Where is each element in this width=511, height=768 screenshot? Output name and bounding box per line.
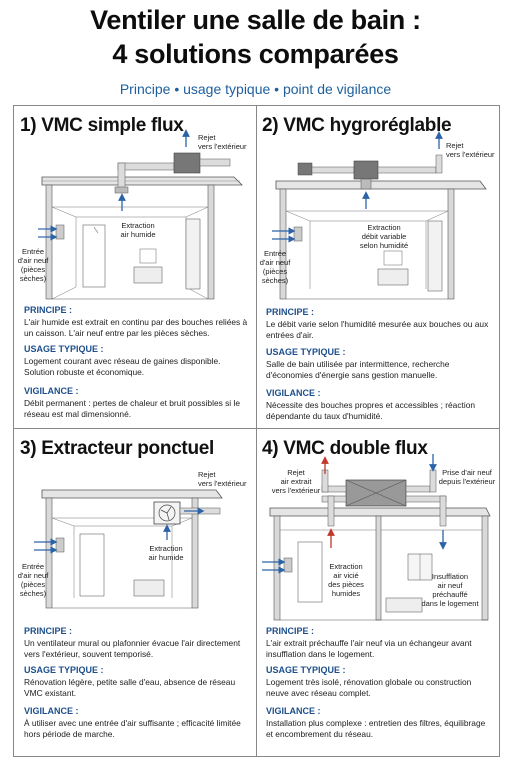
usage-heading: USAGE TYPIQUE : [24,665,104,675]
principe-text: Le débit varie selon l'humidité mesurée aux bouches ou aux entrées d'air. [266,319,489,340]
principe-heading: PRINCIPE : [24,305,73,315]
vigilance-heading: VIGILANCE : [24,386,79,396]
label-fresh-air: Prise d'air neuf depuis l'extérieur [438,468,496,486]
vigilance-text: Installation plus complexe : entretien des filtres, équilibrage et encombrement du réseau. [266,718,486,739]
principe-text: L'air humide est extrait en continu par des bouches reliées à un caisson. L'air neuf entre par les pièces sèches. [24,317,248,338]
vigilance-heading: VIGILANCE : [266,706,321,716]
panel-extracteur-ponctuel [16,430,256,750]
vigilance-text: Débit permanent : pertes de chaleur et bruit possibles si le réseau est mal dimensionné. [24,398,241,419]
label-exhaust: Rejet air extrait vers l'extérieur [271,468,321,495]
grid-divider-vertical [256,105,257,757]
usage-text: Logement très isolé, rénovation globale ou construction neuve avec réseau complet. [266,677,472,698]
usage-text: Logement courant avec réseau de gaines disponible. Solution robuste et économique. [24,356,221,377]
page-title-line2: 4 solutions comparées [112,39,399,69]
panel-double-flux [258,430,498,750]
label-exhaust: Rejet vers l'extérieur [198,133,247,151]
principe-heading: PRINCIPE : [24,626,73,636]
page-title-line1: Ventiler une salle de bain : [90,5,421,35]
page-subtitle: Principe • usage typique • point de vigilance [119,81,392,97]
illustration-extracteur [16,430,256,630]
grid-divider-horizontal [13,428,500,429]
panel-hygroreglable [258,107,498,427]
illustration-hygroreglable [258,107,498,307]
panel-simple-flux [16,107,256,427]
panel-title: 1) VMC simple flux [20,115,184,136]
label-inlet: Entrée d'air neuf (pièces sèches) [17,562,49,598]
label-inlet: Entrée d'air neuf (pièces sèches) [17,247,49,283]
principe-text: L'air extrait préchauffe l'air neuf via un échangeur avant insufflation dans le logement. [266,638,472,659]
label-extraction: Extraction air humide [120,221,156,239]
usage-heading: USAGE TYPIQUE : [24,344,104,354]
label-extraction: Extraction air humide [148,544,184,562]
label-exhaust: Rejet vers l'extérieur [446,141,495,159]
usage-heading: USAGE TYPIQUE : [266,347,346,357]
vigilance-heading: VIGILANCE : [24,706,79,716]
label-inlet: Entrée d'air neuf (pièces sèches) [259,249,291,285]
panel-title: 4) VMC double flux [262,438,428,459]
vigilance-text: À utiliser avec une entrée d'air suffisante ; efficacité limitée hors période de marche. [24,718,241,739]
panel-title: 3) Extracteur ponctuel [20,438,215,459]
principe-heading: PRINCIPE : [266,626,315,636]
vigilance-text: Nécessite des bouches propres et accessibles ; réaction dépendante du taux d'humidité. [266,400,476,421]
label-insufflation: Insufflation air neuf préchauffé dans le logement [421,572,479,608]
principe-heading: PRINCIPE : [266,307,315,317]
label-extraction: Extraction débit variable selon humidité [359,223,409,250]
usage-heading: USAGE TYPIQUE : [266,665,346,675]
vigilance-heading: VIGILANCE : [266,388,321,398]
panel-title: 2) VMC hygroréglable [262,115,452,136]
usage-text: Salle de bain utilisée par intermittence, recherche d'économies d'énergie sans gestion manuelle. [266,359,450,380]
label-extraction: Extraction air vicié des pièces humides [328,562,364,598]
usage-text: Rénovation légère, petite salle d'eau, absence de réseau VMC existant. [24,677,236,698]
principe-text: Un ventilateur mural ou plafonnier évacue l'air directement vers l'extérieur, souvent temporisé. [24,638,241,659]
label-exhaust: Rejet vers l'extérieur [198,470,247,488]
